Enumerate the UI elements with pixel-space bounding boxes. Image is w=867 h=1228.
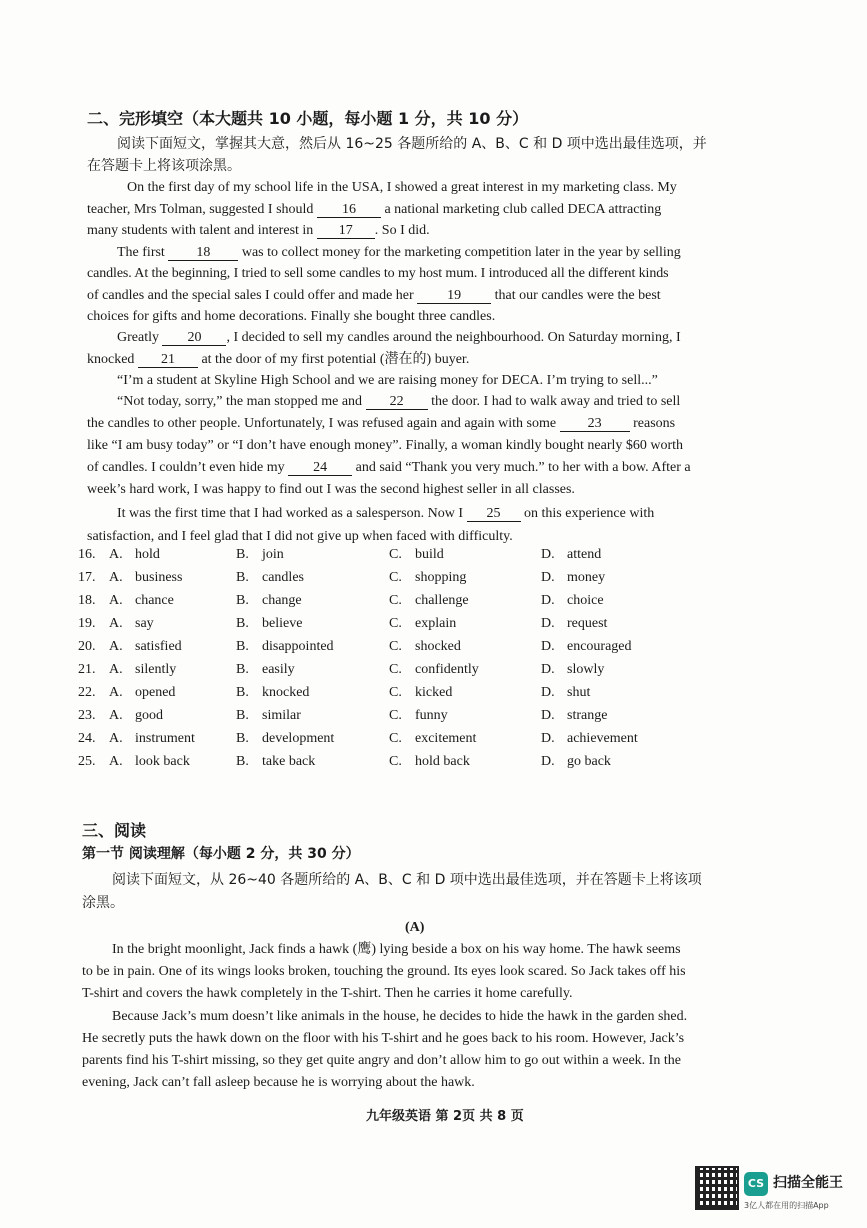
passage-a-line1: In the bright moonlight, Jack finds a hawk (鹰) lying beside a box on his way home. The hawk seems	[112, 942, 681, 957]
question-number: 22.	[78, 685, 96, 700]
option-c	[389, 639, 461, 655]
option-letter: A.	[109, 662, 123, 677]
option-text: take back	[262, 754, 316, 769]
passage-label: (A)	[405, 920, 425, 935]
option-letter: B.	[236, 685, 249, 700]
p1-line3: many students with talent and interest in 17 . So I did.	[87, 223, 430, 238]
option-letter: D.	[541, 570, 555, 585]
passage-a-line4: Because Jack’s mum doesn’t like animals in the house, he decides to hide the hawk in the garden shed.	[112, 1009, 688, 1024]
option-a	[109, 616, 154, 632]
blank-23: 23	[560, 416, 630, 432]
option-c	[389, 593, 469, 609]
option-letter: C.	[389, 662, 402, 677]
option-text: achievement	[567, 731, 638, 746]
blank-25: 25	[467, 506, 521, 522]
option-d	[541, 547, 601, 563]
option-letter: B.	[236, 547, 249, 562]
section2-heading: 二、完形填空（本大题共 10 小题，每小题 1 分，共 10 分）	[87, 109, 529, 128]
option-a	[109, 662, 176, 678]
option-text: hold back	[415, 754, 470, 769]
page-footer: 九年级英语 第 2页 共 8 页	[366, 1109, 524, 1124]
option-a	[109, 639, 182, 655]
option-text: strange	[567, 708, 608, 723]
option-letter: C.	[389, 754, 402, 769]
watermark-brand: 扫描全能王	[773, 1175, 843, 1191]
option-letter: D.	[541, 708, 555, 723]
option-text: change	[262, 593, 302, 608]
option-text: easily	[262, 662, 295, 677]
passage-a-line7: evening, Jack can’t fall asleep because he is worrying about the hawk.	[82, 1075, 475, 1090]
option-text: instrument	[135, 731, 195, 746]
section2-instruction-line2: 在答题卡上将该项涂黑。	[87, 158, 241, 174]
option-b	[236, 547, 284, 563]
passage-a-line3: T-shirt and covers the hawk completely in the T-shirt. Then he carries it home carefully.	[82, 986, 573, 1001]
option-text: join	[262, 547, 284, 562]
option-b	[236, 685, 309, 701]
p5-line4: of candles. I couldn’t even hide my 24 and said “Thank you very much.” to her with a bow. After a	[87, 460, 691, 475]
option-text: satisfied	[135, 639, 182, 654]
option-text: shopping	[415, 570, 467, 585]
option-b	[236, 593, 302, 609]
option-text: build	[415, 547, 444, 562]
blank-22: 22	[366, 394, 428, 410]
p5-line3: like “I am busy today” or “I don’t have enough money”. Finally, a woman kindly bought nearly $60 worth	[87, 438, 684, 453]
option-c	[389, 662, 479, 678]
blank-19: 19	[417, 288, 491, 304]
section3-instruction-line1: 阅读下面短文，从 26~40 各题所给的 A、B、C 和 D 项中选出最佳选项，并在答题卡上将该项	[112, 872, 702, 888]
section3-heading: 三、阅读	[82, 821, 147, 840]
option-letter: D.	[541, 639, 555, 654]
option-text: go back	[567, 754, 611, 769]
option-text: disappointed	[262, 639, 334, 654]
blank-17: 17	[317, 223, 375, 239]
p2-line1: The first 18 was to collect money for the marketing competition later in the year by selling	[117, 245, 681, 260]
option-text: slowly	[567, 662, 605, 677]
option-b	[236, 639, 334, 655]
blank-16: 16	[317, 202, 381, 218]
option-b	[236, 708, 301, 724]
option-text: candles	[262, 570, 304, 585]
option-a	[109, 685, 175, 701]
passage-a-line5: He secretly puts the hawk down on the floor with his T-shirt and he goes back to his room. However, Jack’s	[82, 1031, 685, 1046]
option-letter: A.	[109, 754, 123, 769]
option-letter: B.	[236, 593, 249, 608]
option-letter: A.	[109, 731, 123, 746]
p3-line2: knocked 21 at the door of my first potential (潜在的) buyer.	[87, 352, 470, 367]
option-letter: A.	[109, 547, 123, 562]
option-b	[236, 662, 295, 678]
section3-instruction-line2: 涂黑。	[82, 895, 124, 911]
option-d	[541, 685, 590, 701]
option-text: choice	[567, 593, 604, 608]
option-text: look back	[135, 754, 190, 769]
option-text: believe	[262, 616, 303, 631]
option-letter: B.	[236, 731, 249, 746]
option-text: good	[135, 708, 163, 723]
option-letter: A.	[109, 570, 123, 585]
qr-code-icon	[695, 1166, 739, 1210]
p5-line1: “Not today, sorry,” the man stopped me and 22 the door. I had to walk away and tried to sell	[117, 394, 681, 409]
question-number: 24.	[78, 731, 96, 746]
option-letter: D.	[541, 754, 555, 769]
option-letter: C.	[389, 570, 402, 585]
option-a	[109, 593, 174, 609]
option-letter: A.	[109, 639, 123, 654]
option-text: challenge	[415, 593, 469, 608]
option-text: confidently	[415, 662, 479, 677]
option-letter: D.	[541, 662, 555, 677]
option-c	[389, 685, 452, 701]
option-text: silently	[135, 662, 177, 677]
option-letter: C.	[389, 616, 402, 631]
option-c	[389, 754, 470, 770]
p1-line1: On the first day of my school life in the USA, I showed a great interest in my marketing class. My	[127, 180, 677, 195]
option-text: shut	[567, 685, 591, 700]
option-letter: B.	[236, 708, 249, 723]
option-text: hold	[135, 547, 160, 562]
p5-line2: the candles to other people. Unfortunately, I was refused again and again with some 23 reasons	[87, 416, 676, 431]
option-d	[541, 708, 607, 724]
p5-line5: week’s hard work, I was happy to find out I was the second highest seller in all classes.	[87, 482, 575, 497]
option-letter: C.	[389, 685, 402, 700]
option-letter: C.	[389, 639, 402, 654]
option-b	[236, 570, 304, 586]
option-letter: C.	[389, 731, 402, 746]
option-text: say	[135, 616, 154, 631]
option-letter: C.	[389, 547, 402, 562]
option-text: request	[567, 616, 608, 631]
option-letter: A.	[109, 593, 123, 608]
option-text: development	[262, 731, 335, 746]
option-text: business	[135, 570, 183, 585]
option-text: excitement	[415, 731, 477, 746]
option-d	[541, 731, 638, 747]
p2-line4: choices for gifts and home decorations. Finally she bought three candles.	[87, 309, 496, 324]
option-a	[109, 754, 190, 770]
p6-line2: satisfaction, and I feel glad that I did not give up when faced with difficulty.	[87, 529, 513, 544]
option-letter: B.	[236, 639, 249, 654]
p2-line2: candles. At the beginning, I tried to sell some candles to my host mum. I introduced all the different kinds	[87, 266, 669, 281]
question-number: 17.	[78, 570, 96, 585]
option-a	[109, 547, 160, 563]
option-letter: B.	[236, 754, 249, 769]
question-number: 20.	[78, 639, 96, 654]
watermark-tagline: 3亿人都在用的扫描App	[744, 1201, 829, 1210]
option-d	[541, 662, 604, 678]
option-d	[541, 593, 604, 609]
question-number: 18.	[78, 593, 96, 608]
option-letter: D.	[541, 547, 555, 562]
blank-20: 20	[162, 330, 226, 346]
option-letter: B.	[236, 570, 249, 585]
blank-21: 21	[138, 352, 198, 368]
p3-line1: Greatly 20 , I decided to sell my candles around the neighbourhood. On Saturday morning, I	[117, 330, 681, 345]
option-letter: A.	[109, 616, 123, 631]
option-d	[541, 754, 611, 770]
passage-a-line6: parents find his T-shirt missing, so they get quite angry and don’t allow him to go out within a week. In the	[82, 1053, 681, 1068]
option-text: attend	[567, 547, 602, 562]
option-c	[389, 547, 444, 563]
option-letter: D.	[541, 685, 555, 700]
option-letter: B.	[236, 662, 249, 677]
camscanner-logo-icon: CS	[744, 1172, 768, 1196]
option-letter: C.	[389, 708, 402, 723]
p2-line3: of candles and the special sales I could offer and made her 19 that our candles were the best	[87, 288, 661, 303]
option-b	[236, 616, 302, 632]
question-number: 19.	[78, 616, 96, 631]
option-text: funny	[415, 708, 448, 723]
blank-24: 24	[288, 460, 352, 476]
passage-a-line2: to be in pain. One of its wings looks broken, touching the ground. Its eyes look scared. So Jack takes off his	[82, 964, 686, 979]
p1-line2: teacher, Mrs Tolman, suggested I should 16 a national marketing club called DECA attracting	[87, 202, 662, 217]
option-text: money	[567, 570, 606, 585]
option-text: explain	[415, 616, 457, 631]
option-d	[541, 639, 632, 655]
option-letter: A.	[109, 708, 123, 723]
option-c	[389, 570, 466, 586]
option-letter: C.	[389, 593, 402, 608]
question-number: 21.	[78, 662, 96, 677]
option-letter: D.	[541, 616, 555, 631]
option-text: opened	[135, 685, 176, 700]
option-text: knocked	[262, 685, 310, 700]
option-letter: A.	[109, 685, 123, 700]
option-d	[541, 570, 605, 586]
option-a	[109, 731, 195, 747]
option-text: encouraged	[567, 639, 632, 654]
option-b	[236, 754, 315, 770]
option-letter: D.	[541, 593, 555, 608]
p6-line1: It was the first time that I had worked as a salesperson. Now I 25 on this experience with	[117, 506, 655, 521]
question-number: 23.	[78, 708, 96, 723]
question-number: 25.	[78, 754, 96, 769]
option-letter: B.	[236, 616, 249, 631]
option-text: shocked	[415, 639, 461, 654]
option-text: similar	[262, 708, 301, 723]
option-text: chance	[135, 593, 174, 608]
section3-subheading: 第一节 阅读理解（每小题 2 分，共 30 分）	[82, 846, 360, 862]
option-a	[109, 570, 182, 586]
question-number: 16.	[78, 547, 96, 562]
option-d	[541, 616, 607, 632]
option-c	[389, 731, 476, 747]
blank-18: 18	[168, 245, 238, 261]
option-letter: D.	[541, 731, 555, 746]
option-b	[236, 731, 334, 747]
option-a	[109, 708, 163, 724]
option-text: kicked	[415, 685, 453, 700]
section2-instruction-line1: 阅读下面短文，掌握其大意，然后从 16~25 各题所给的 A、B、C 和 D 项中选出最佳选项，并	[117, 136, 707, 152]
option-c	[389, 708, 448, 724]
option-c	[389, 616, 456, 632]
p4-line1: “I’m a student at Skyline High School and we are raising money for DECA. I’m trying to sell...”	[117, 373, 658, 388]
